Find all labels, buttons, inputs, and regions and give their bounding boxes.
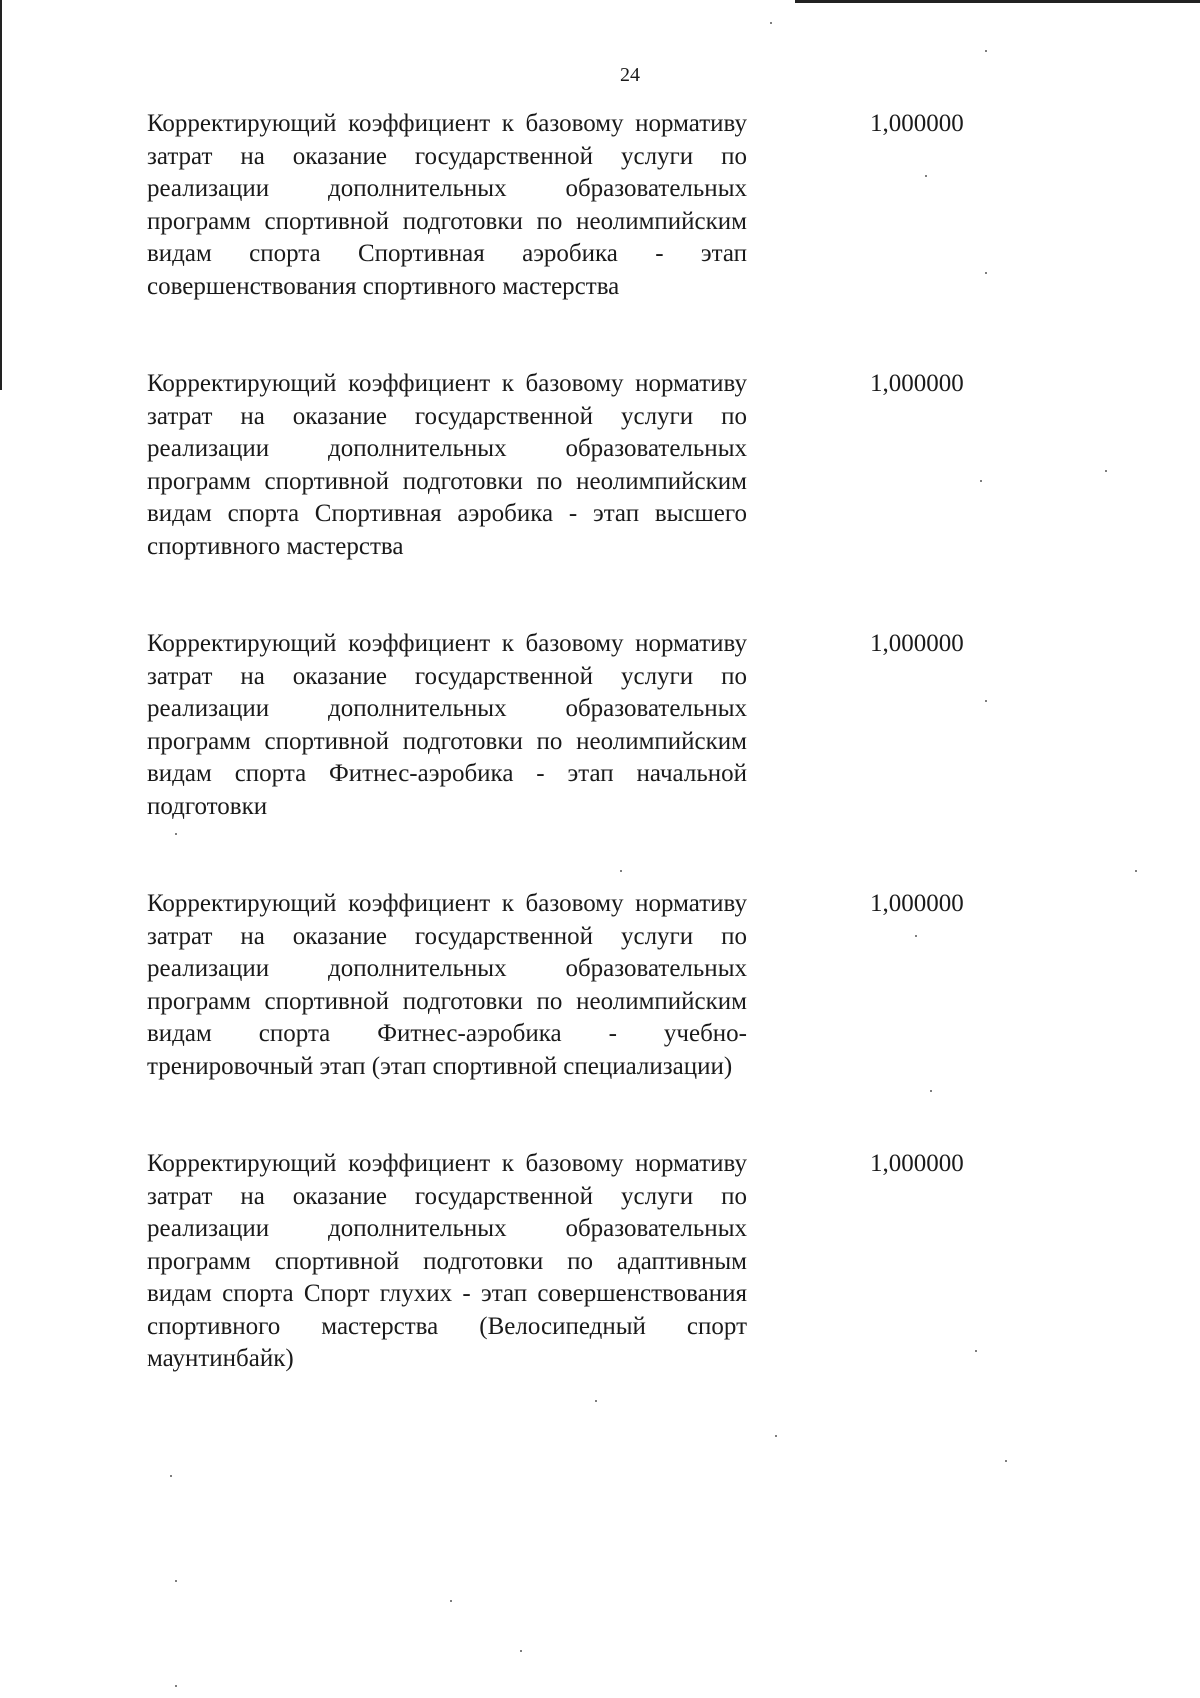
coefficient-description: Корректирующий коэффициент к базовому нормативу затрат на оказание государственной услуги по реализации дополнительных образовательных программ спортивной подготовки по неолимпийским видам спорта Фитнес-аэробика - этап начальной подготовки [147,630,747,820]
coefficient-value: 1,000000 [870,890,964,917]
scan-speck [915,935,917,937]
scan-speck [595,1400,597,1402]
coefficient-description: Корректирующий коэффициент к базовому нормативу затрат на оказание государственной услуги по реализации дополнительных образовательных программ спортивной подготовки по неолимпийским видам спорта Фитнес-аэробика - учебно-тренировочный этап (этап спортивной специализации) [147,890,747,1080]
scan-speck [775,1435,777,1437]
coefficient-entry [147,108,1147,303]
scan-speck [985,272,987,274]
scan-speck [1135,870,1137,872]
scan-speck [1005,1460,1007,1462]
scan-speck [980,480,982,482]
scan-speck [930,1090,932,1092]
coefficient-value: 1,000000 [870,630,964,657]
scan-speck [975,1350,977,1352]
coefficient-value: 1,000000 [870,370,964,397]
scan-speck [520,1650,522,1652]
scan-speck [175,1685,177,1687]
scan-top-rule [795,0,1200,3]
coefficient-entry [147,888,1147,1083]
scan-speck [620,870,622,872]
scan-speck [985,700,987,702]
coefficient-value: 1,000000 [870,110,964,137]
scan-speck [770,22,772,24]
scan-speck [985,50,987,52]
scan-speck [925,175,927,177]
scan-speck [450,1600,452,1602]
scan-speck [175,1580,177,1582]
scan-speck [1105,470,1107,472]
coefficient-description: Корректирующий коэффициент к базовому нормативу затрат на оказание государственной услуги по реализации дополнительных образовательных программ спортивной подготовки по адаптивным видам спорта Спорт глухих - этап совершенствования спортивного мастерства (Велосипедный спорт маунтинбайк) [147,1150,747,1372]
coefficient-entry [147,1148,1147,1376]
scan-left-edge-mark [0,0,2,390]
page-number: 24 [620,64,640,86]
coefficient-value: 1,000000 [870,1150,964,1177]
coefficient-entry [147,368,1147,563]
coefficient-entry [147,628,1147,823]
coefficient-description: Корректирующий коэффициент к базовому нормативу затрат на оказание государственной услуги по реализации дополнительных образовательных программ спортивной подготовки по неолимпийским видам спорта Спортивная аэробика - этап высшего спортивного мастерства [147,370,747,560]
scan-speck [170,1475,172,1477]
scan-speck [175,833,177,835]
coefficient-description: Корректирующий коэффициент к базовому нормативу затрат на оказание государственной услуги по реализации дополнительных образовательных программ спортивной подготовки по неолимпийским видам спорта Спортивная аэробика - этап совершенствования спортивного мастерства [147,110,747,300]
